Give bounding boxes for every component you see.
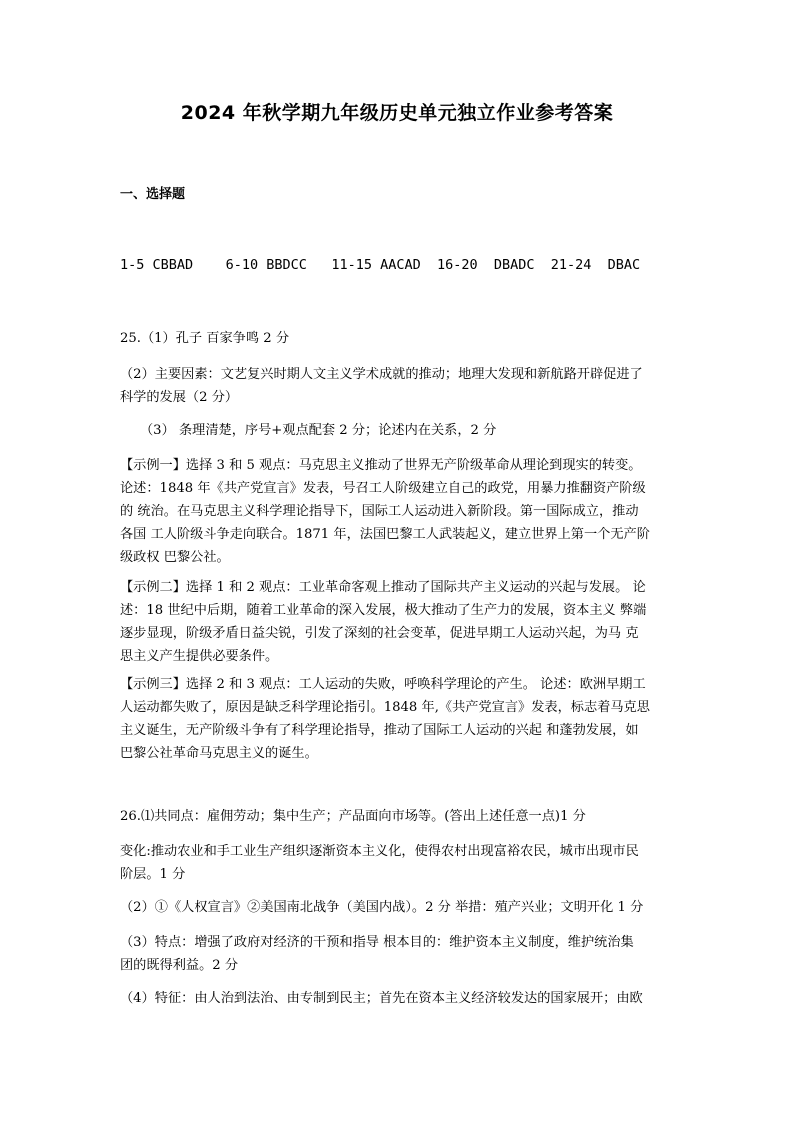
- text-line: （3） 条理清楚，序号+观点配套 2 分；论述内在关系，2 分: [140, 423, 497, 438]
- text-line: （3）特点：增强了政府对经济的干预和指导 根本目的：维护资本主义制度，维护统治集: [120, 935, 634, 950]
- q25-example1: [120, 454, 676, 569]
- text-line: 25.（1）孔子 百家争鸣 2 分: [120, 331, 290, 346]
- text-line: 主义诞生，无产阶级斗争有了科学理论指导，推动了国际工人运动的兴起 和蓬勃发展，如: [120, 723, 639, 738]
- q25-part3: [140, 419, 676, 442]
- text-line: （4）特征：由人治到法治、由专制到民主；首先在资本主义经济较发达的国家展开；由欧: [120, 991, 643, 1006]
- text-line: 变化:推动农业和手工业生产组织逐渐资本主义化，使得农村出现富裕农民，城市出现市民: [120, 844, 639, 859]
- q25-example3: [120, 673, 676, 765]
- q26-part1: [120, 805, 676, 828]
- text-line: 巴黎公社革命马克思主义的诞生。: [120, 746, 318, 761]
- q25-part2: [120, 363, 676, 409]
- text-line: 科学的发展（2 分）: [120, 390, 239, 405]
- text-line: 【示例一】选择 3 和 5 观点：马克思主义推动了世界无产阶级革命从理论到现实的转变。: [120, 458, 642, 473]
- text-line: 级政权 巴黎公社。: [120, 550, 230, 565]
- text-line: 【示例三】选择 2 和 3 观点：工人运动的失败，呼唤科学理论的产生。 论述：欧洲早期工: [120, 677, 646, 692]
- q25-example2: [120, 576, 676, 668]
- q26-part4: [120, 987, 676, 1010]
- text-line: 思主义产生提供必要条件。: [120, 649, 279, 664]
- document-title: 2024 年秋学期九年级历史单元独立作业参考答案: [180, 102, 614, 124]
- text-line: 26.⑴共同点：雇佣劳动；集中生产；产品面向市场等。(答出上述任意一点)1 分: [120, 809, 586, 824]
- q26-part2: [120, 896, 676, 919]
- multiple-choice-answers: 1-5 CBBAD 6-10 BBDCC 11-15 AACAD 16-20 DBADC 21-24 DBAC: [120, 257, 641, 273]
- text-line: 逐步显现，阶级矛盾日益尖锐，引发了深刻的社会变革，促进早期工人运动兴起，为马 克: [120, 626, 639, 641]
- q26-part3: [120, 931, 676, 977]
- text-line: 的 统治。在马克思主义科学理论指导下，国际工人运动进入新阶段。第一国际成立，推动: [120, 504, 639, 519]
- text-line: 述：18 世纪中后期，随着工业革命的深入发展，极大推动了生产力的发展，资本主义 弊端: [120, 603, 647, 618]
- text-line: （2）①《人权宣言》②美国南北战争（美国内战）。2 分 举措：殖产兴业；文明开化 1 分: [120, 900, 644, 915]
- text-line: 各国 工人阶级斗争走向联合。1871 年，法国巴黎工人武装起义，建立世界上第一个无产阶: [120, 527, 650, 542]
- text-line: 论述：1848 年《共产党宣言》发表，号召工人阶级建立自己的政党，用暴力推翻资产阶级: [120, 481, 646, 496]
- section-heading-multiple-choice: 一、选择题: [120, 187, 186, 202]
- text-line: 【示例二】选择 1 和 2 观点：工业革命客观上推动了国际共产主义运动的兴起与发展。 论: [120, 580, 646, 595]
- text-line: （2）主要因素：文艺复兴时期人文主义学术成就的推动；地理大发现和新航路开辟促进了: [120, 367, 643, 382]
- text-line: 阶层。1 分: [120, 867, 186, 882]
- text-line: 人运动都失败了，原因是缺乏科学理论指引。1848 年,《共产党宣言》发表，标志着马克思: [120, 700, 650, 715]
- q25-part1: [120, 327, 676, 350]
- text-line: 团的既得利益。2 分: [120, 958, 239, 973]
- q26-change: [120, 840, 676, 886]
